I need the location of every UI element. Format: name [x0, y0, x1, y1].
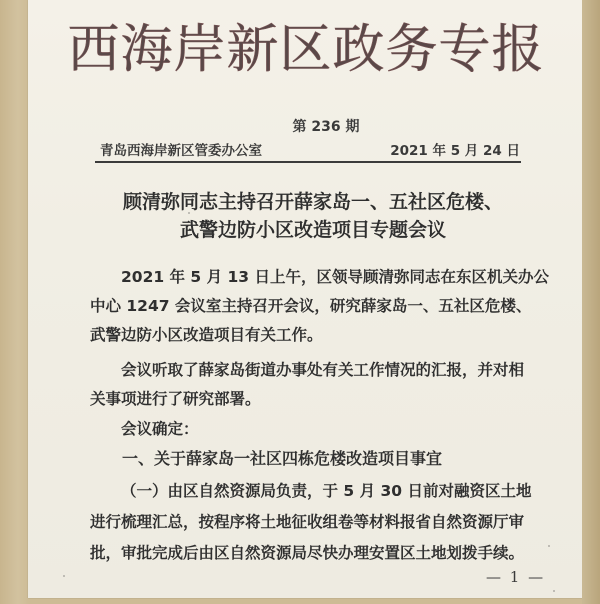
page-number: — 1 — — [486, 568, 546, 586]
byline — [100, 139, 520, 159]
paragraph-decision — [90, 415, 530, 444]
headline-line: 顾清弥同志主持召开薛家岛一、五社区危楼、 — [122, 191, 503, 213]
issue-number: 第 236 期 — [292, 119, 360, 135]
headline-line: 武警边防小区改造项目专题会议 — [179, 219, 446, 241]
header-divider — [95, 161, 521, 163]
issuer-name: 青岛西海岸新区管委办公室 — [100, 143, 262, 159]
paper-speck — [63, 575, 65, 577]
text-line: 关事项进行了研究部署。 — [90, 390, 261, 408]
masthead-title: 西海岸新区政务专报 — [67, 20, 545, 80]
paper-speck — [548, 545, 550, 547]
article-headline — [28, 188, 584, 244]
paragraph-intro — [90, 263, 549, 350]
article-body — [90, 263, 549, 569]
text-line: 批，审批完成后由区自然资源局尽快办理安置区土地划拨手续。 — [90, 544, 525, 562]
text-line: 武警边防小区改造项目有关工作。 — [90, 326, 323, 344]
issue-date: 2021 年 5 月 24 日 — [390, 143, 520, 159]
text-line: 中心 1247 会议室主持召开会议，研究薛家岛一、五社区危楼、 — [90, 297, 532, 315]
text-line: 会议听取了薛家岛街道办事处有关工作情况的汇报，并对相 — [121, 361, 525, 379]
section-heading-1 — [90, 444, 530, 473]
text-line: 2021 年 5 月 13 日上午，区领导顾清弥同志在东区机关办公 — [121, 268, 549, 286]
text-line: 会议确定： — [121, 420, 199, 438]
paper-speck — [553, 590, 555, 592]
text-line: （一）由区自然资源局负责，于 5 月 30 日前对融资区土地 — [121, 482, 532, 500]
paragraph-item-1 — [90, 476, 530, 569]
text-line: 进行梳理汇总，按程序将土地征收组卷等材料报省自然资源厅审 — [90, 513, 525, 531]
document-page — [28, 0, 584, 598]
paragraph-report — [90, 356, 530, 414]
text-line: 一、关于薛家岛一社区四栋危楼改造项目事宜 — [122, 449, 443, 468]
paper-speck — [188, 212, 190, 214]
